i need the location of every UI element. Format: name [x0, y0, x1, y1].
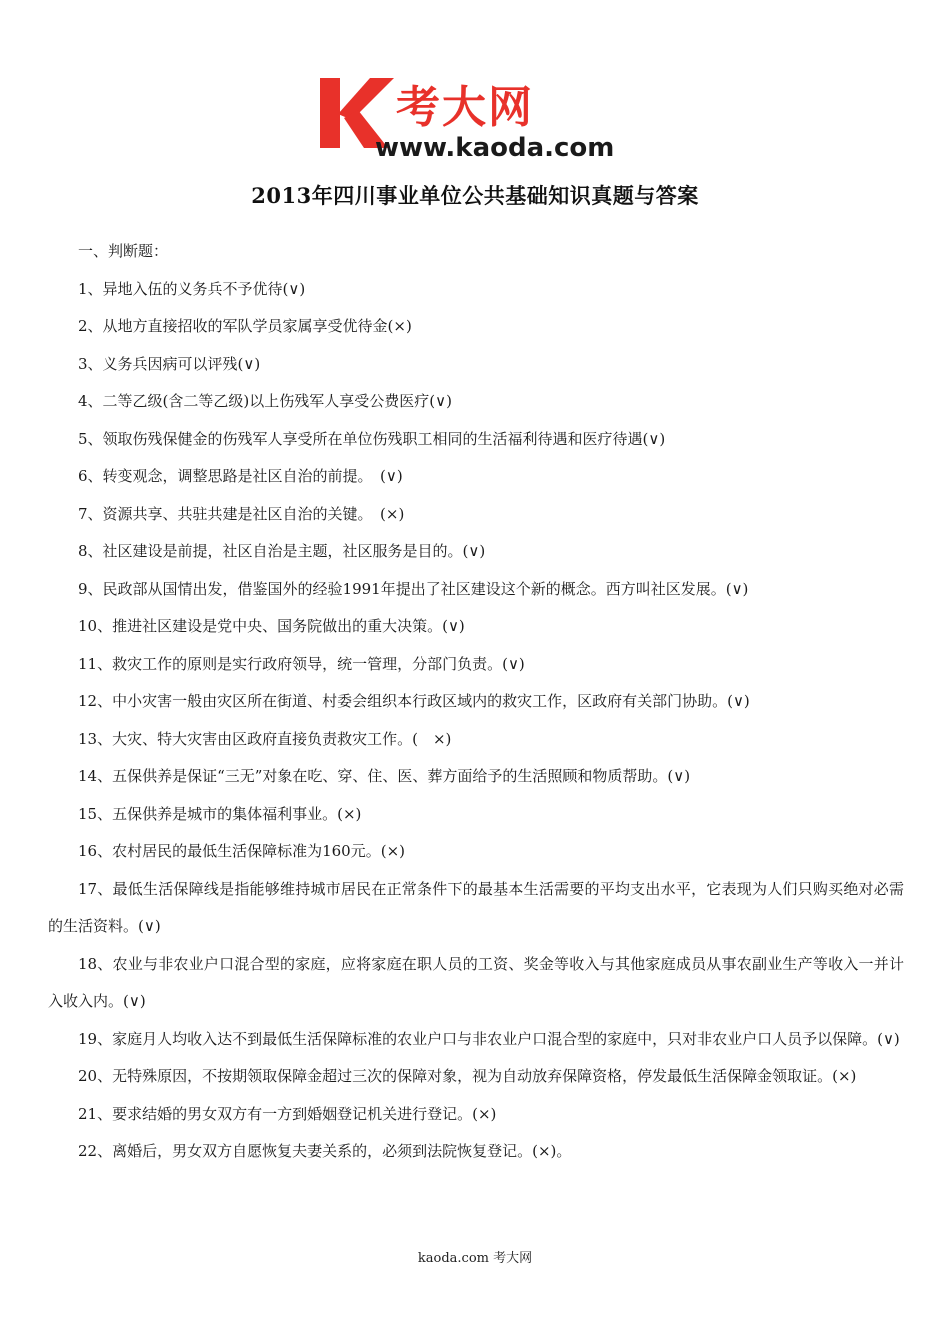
page-title: 2013年四川事业单位公共基础知识真题与答案: [251, 183, 699, 208]
list-item: 14、五保供养是保证“三无”对象在吃、穿、住、医、葬方面给予的生活照顾和物质帮助。(∨): [78, 767, 691, 785]
list-item: 20、无特殊原因，不按期领取保障金超过三次的保障对象，视为自动放弃保障资格，停发最低生活保障金领取证。(×): [78, 1067, 857, 1085]
list-item: 3、义务兵因病可以评残(∨): [78, 354, 261, 373]
section-heading: 一、判断题：: [78, 242, 169, 260]
list-item: 18、农业与非农业户口混合型的家庭，应将家庭在职人员的工资、奖金等收入与其他家庭成员从事农副业生产等收入一并计入收入内。(∨): [48, 954, 904, 1010]
page-footer: kaoda.com 考大网: [417, 1251, 533, 1266]
logo-brand-text: 考大网: [396, 82, 534, 133]
list-item: 11、救灾工作的原则是实行政府领导，统一管理，分部门负责。(∨): [78, 654, 525, 673]
list-item: 17、最低生活保障线是指能够维持城市居民在正常条件下的最基本生活需要的平均支出水平，它表现为人们只购买绝对必需的生活资料。(∨): [48, 879, 904, 935]
list-item: 5、领取伤残保健金的伤残军人享受所在单位伤残职工相同的生活福利待遇和医疗待遇(∨): [78, 429, 666, 448]
list-item: 21、要求结婚的男女双方有一方到婚姻登记机关进行登记。(×): [78, 1104, 497, 1123]
list-item: 16、农村居民的最低生活保障标准为160元。(×): [78, 842, 405, 860]
list-item: 22、离婚后，男女双方自愿恢复夫妻关系的，必须到法院恢复登记。(×)。: [78, 1142, 572, 1160]
document-body: [48, 233, 904, 1171]
list-item: 19、家庭月人均收入达不到最低生活保障标准的农业户口与非农业户口混合型的家庭中，只对非农业户口人员予以保障。(∨): [78, 1029, 900, 1048]
logo-url-text: www.kaoda.com: [375, 133, 615, 163]
list-item: 8、社区建设是前提，社区自治是主题，社区服务是目的。(∨): [78, 542, 486, 560]
list-item: 6、转变观念，调整思路是社区自治的前提。 (∨): [78, 467, 403, 485]
list-item: 10、推进社区建设是党中央、国务院做出的重大决策。(∨): [78, 617, 465, 635]
list-item: 12、中小灾害一般由灾区所在街道、村委会组织本行政区域内的救灾工作，区政府有关部门协助。(∨): [78, 692, 750, 710]
list-item: 13、大灾、特大灾害由区政府直接负责救灾工作。( ×): [78, 729, 452, 748]
list-item: 7、资源共享、共驻共建是社区自治的关键。 (×): [78, 504, 405, 523]
list-item: 2、从地方直接招收的军队学员家属享受优待金(×): [78, 317, 412, 335]
kaoda-logo: [318, 74, 648, 164]
list-item: 15、五保供养是城市的集体福利事业。(×): [78, 804, 362, 823]
list-item: 9、民政部从国情出发，借鉴国外的经验1991年提出了社区建设这个新的概念。西方叫社区发展。(∨): [78, 579, 749, 598]
list-item: 4、二等乙级(含二等乙级)以上伤残军人享受公费医疗(∨): [78, 392, 452, 410]
list-item: 1、异地入伍的义务兵不予优待(∨): [78, 279, 306, 298]
